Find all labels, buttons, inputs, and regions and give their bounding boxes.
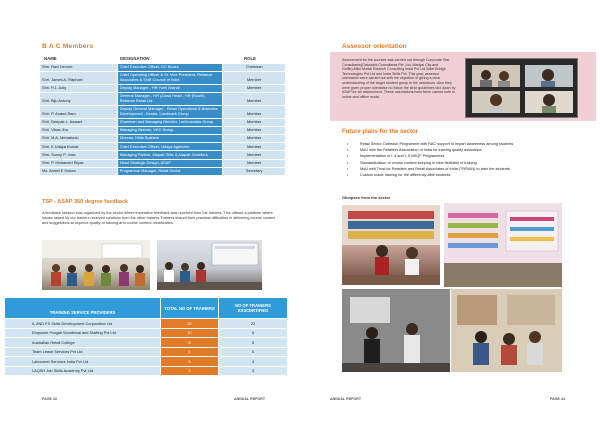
- tsp-feedback-body: A feedback session was organized by the sector where imperative feedback was received from the trainers. This offered a platform where issues raised by our trainers received solutions from the other trainers.Trainers shared their practical difficulties in delivering course content and suggestions to improve quality of training and course content modification.: [42, 211, 276, 225]
- provider-cell: Labournet Services India Pvt Ltd: [5, 357, 160, 366]
- footer-page-number-left: PAGE 43: [42, 397, 57, 401]
- video-conference-photo: [465, 58, 578, 118]
- table-row: [5, 338, 295, 347]
- table-row: [40, 119, 285, 126]
- future-plans-title: Future plans for the sector: [342, 129, 419, 135]
- table-row: [40, 135, 285, 142]
- bac-name-cell: Shri. M.A. Mehaboob: [40, 135, 117, 142]
- provider-cell: LAQSH Job Skills Academy Pvt Ltd: [5, 367, 160, 376]
- bac-members-title: B A C Members: [42, 43, 94, 50]
- bac-designation-cell: Managing Partner, Alapatt Silks & Alapatt Jewellers: [118, 151, 223, 158]
- bac-name-cell: Shri. P. Mohamed Riyas: [40, 160, 117, 167]
- bac-name-cell: Shri. Ravi Devore: [40, 64, 117, 71]
- bac-name-cell: Shri. K Udaya Kumar: [40, 143, 117, 150]
- list-item: • MoU with Trust for Retailers and Retail Associates of India (TRRAIN) to train the students.: [342, 166, 592, 172]
- total-cell: 8: [161, 338, 218, 347]
- bac-name-cell: Shri. P. Anand Ram: [40, 106, 117, 118]
- bac-designation-cell: Deputy General Manager - Retail Operations & Business Development - Kerala, Landmark Group: [118, 106, 223, 118]
- provider-cell: IL AND FS Skills Development Corporation Ltd: [5, 319, 160, 328]
- bac-role-cell: Secretary: [223, 168, 285, 175]
- provider-cell: Empower Pragati Vocational and Staffing Pvt Ltd: [5, 329, 160, 338]
- bac-role-cell: Chairman: [223, 64, 285, 71]
- bac-designation-cell: Head Strategic Design, ASAP: [118, 160, 223, 167]
- table-row: [40, 106, 285, 118]
- training-session-image: [342, 289, 450, 372]
- table-row: [5, 357, 295, 366]
- bac-col-designation: DESIGNATION: [120, 56, 150, 61]
- list-item: • MoU with the Retailers Association of India for training quality assurance.: [342, 147, 592, 153]
- classroom-image: [157, 240, 262, 290]
- certified-cell: 5: [219, 348, 287, 357]
- table-row: [5, 348, 295, 357]
- bac-role-cell: Member: [223, 106, 285, 118]
- future-plans-list: [342, 141, 592, 178]
- bac-designation-cell: Chief Executive Officer, DC Books: [118, 64, 223, 71]
- header-providers: TRAINING SERVICE PROVIDERS: [5, 298, 160, 318]
- table-row: [40, 85, 285, 92]
- list-item: • Standardization of course content keeping in view flexibility of training: [342, 160, 592, 166]
- total-cell: 5: [161, 348, 218, 357]
- bac-designation-cell: Managing Director, VKC Group: [118, 127, 223, 134]
- glimpse-photo-2: [444, 203, 562, 287]
- list-item: • Custom made training for the differently-able students.: [342, 172, 592, 178]
- table-row: [40, 64, 285, 71]
- glimpse-photo-4: [451, 289, 562, 372]
- bac-designation-cell: Deputy Manager - HR Yumi Brandi: [118, 85, 223, 92]
- bac-name-cell: Ms. Ambili E Kurian: [40, 168, 117, 175]
- total-cell: 5: [161, 357, 218, 366]
- table-row: [40, 72, 285, 84]
- bac-designation-cell: Programme Manager, Retail Sector: [118, 168, 223, 175]
- table-row: [40, 93, 285, 105]
- total-cell: 22: [161, 319, 218, 328]
- bac-designation-cell: Chief Executive Officer, Udaya Agencies: [118, 143, 223, 150]
- video-conference-image: [466, 59, 578, 118]
- bac-role-cell: Member: [223, 93, 285, 105]
- provider-cell: Australian Retail College: [5, 338, 160, 347]
- feedback-session-photo-1: [42, 240, 150, 290]
- provider-cell: Team Lease Services Pvt Ltd: [5, 348, 160, 357]
- classroom-image: [42, 240, 150, 290]
- table-row: [5, 319, 295, 328]
- bac-role-cell: Member: [223, 119, 285, 126]
- glimpses-title: Glimpses from the sector: [342, 195, 391, 200]
- bac-name-cell: Shri. Sunny P. Jose: [40, 151, 117, 158]
- training-providers-table: [5, 298, 295, 376]
- footer-title-left: ANNUAL REPORT: [234, 397, 266, 401]
- glimpse-photo-3: [342, 289, 450, 372]
- bac-name-cell: Shri. P.J. Jolly: [40, 85, 117, 92]
- bac-designation-cell: Chairman and Managing Director, Lachmandas Group: [118, 119, 223, 126]
- bac-role-cell: Member: [223, 143, 285, 150]
- certified-cell: 3: [219, 367, 287, 376]
- bac-col-name: NAME: [44, 56, 57, 61]
- bac-role-cell: Member: [223, 85, 285, 92]
- bac-role-cell: Member: [223, 151, 285, 158]
- bac-role-cell: Member: [223, 72, 285, 84]
- certified-cell: 22: [219, 319, 287, 328]
- bac-table-header: [40, 53, 285, 63]
- store-floor-image: [451, 289, 562, 372]
- bac-designation-cell: Chief Operating Officer & Sr. Vice President, Reliance Associates & SNR Council of India: [118, 72, 223, 84]
- store-shelves-image: [444, 203, 562, 287]
- certified-cell: 4: [219, 357, 287, 366]
- table-row: [40, 151, 285, 158]
- total-cell: 3: [161, 367, 218, 376]
- retail-store-image: [342, 205, 440, 285]
- bac-designation-cell: Director, Hilite Builders: [118, 135, 223, 142]
- bac-name-cell: Shri. James A. Raphael: [40, 72, 117, 84]
- table-row: [5, 329, 295, 338]
- table-row: [40, 168, 285, 175]
- footer-title-right: ANNUAL REPORT: [330, 397, 362, 401]
- table-row: [5, 367, 295, 376]
- feedback-session-photo-2: [157, 240, 262, 290]
- bac-role-cell: Member: [223, 160, 285, 167]
- certified-cell: 8: [219, 329, 287, 338]
- right-page: [300, 0, 600, 424]
- list-item: • Implementation of L 4 and L 5 NSQF Programmes: [342, 153, 592, 159]
- training-table-header: [5, 298, 295, 318]
- header-total-trainers: TOTAL NO OF TRAINERS: [161, 298, 218, 318]
- bac-members-table: [40, 64, 285, 176]
- table-row: [40, 127, 285, 134]
- header-certified-trainers: NO OF TRAINERS ESSCERTIFIED: [219, 298, 287, 318]
- total-cell: 10: [161, 329, 218, 338]
- certified-cell: 5: [219, 338, 287, 347]
- bac-col-role: ROLE: [244, 56, 256, 61]
- tsp-feedback-title: TSP - ASAP 360 degree feedback: [42, 199, 129, 205]
- assessor-orientation-title: Assessor orientation: [342, 43, 407, 50]
- table-row: [40, 143, 285, 150]
- assessor-orientation-body: Assessment for the courses was carried out through Corporate Star Consultants(Oakworld Consultants Pvt. Ltd.,Madyal City and Gulfin),Milin Mortal Edutech Consulting India Pvt Ltd,Sidet Bridge Technologies Pvt Ltd and India Skills Pvt. This year, assessor orientation were carried out with the objective of giving a clear understanding of the target student group to the assessors. Also they were given proper orientation to follow the strict guidelines laid down by ASAP for an assessment. These orientations have been carried both in online and offline mode.: [342, 58, 456, 99]
- glimpse-photo-1: [342, 205, 440, 285]
- list-item: • Retail Sector Outreach Programme with RAC support to impart awareness among students: [342, 141, 592, 147]
- bac-role-cell: Member: [223, 135, 285, 142]
- table-row: [40, 160, 285, 167]
- bac-name-cell: Shri. Deepak L. Aswani: [40, 119, 117, 126]
- footer-page-number-right: PAGE 44: [550, 397, 565, 401]
- bac-role-cell: Member: [223, 127, 285, 134]
- bac-name-cell: Shri. Vikas Jha: [40, 127, 117, 134]
- bac-name-cell: Shri. Biju Antony: [40, 93, 117, 105]
- bac-designation-cell: General Manager - HR (Zonal Head - HR (South), Reliance Retail Ltd.: [118, 93, 223, 105]
